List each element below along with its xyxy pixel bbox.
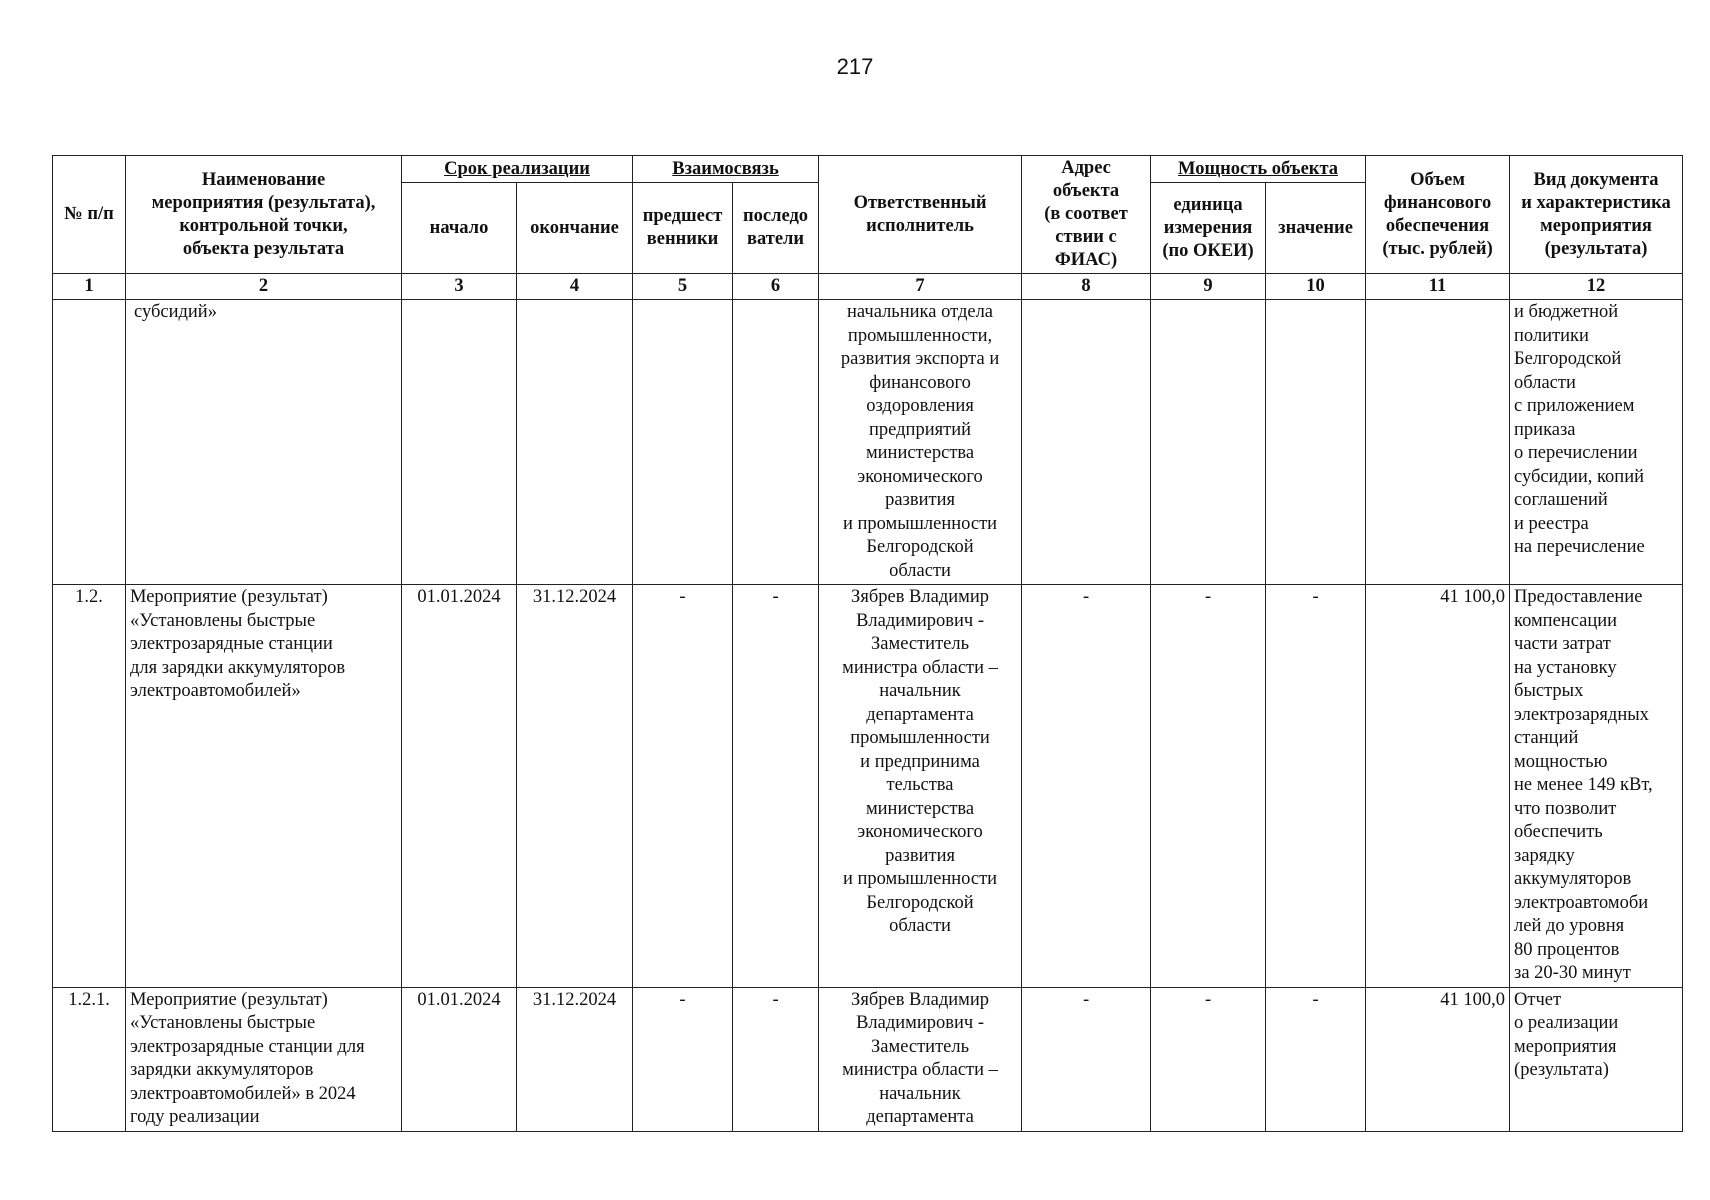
cell-unit: - — [1151, 585, 1266, 988]
column-number: 12 — [1510, 274, 1683, 300]
cell-responsible: Зябрев Владимир Владимирович - Заместитель министра области – начальник департамента — [819, 987, 1022, 1131]
header-period-start: начало — [402, 183, 517, 274]
cell-next: - — [733, 987, 819, 1131]
cell-unit: - — [1151, 987, 1266, 1131]
cell-finance: 41 100,0 — [1366, 585, 1510, 988]
header-name: Наименование мероприятия (результата), контрольной точки, объекта результата — [126, 156, 402, 274]
cell-value — [1266, 300, 1366, 585]
table-row — [53, 987, 1683, 1131]
cell-finance — [1366, 300, 1510, 585]
cell-name: Мероприятие (результат) «Установлены быстрые электрозарядные станции для зарядки аккумуляторов электроавтомобилей» — [126, 585, 402, 988]
header-address: Адрес объекта (в соответ ствии с ФИАС) — [1022, 156, 1151, 274]
cell-doc: и бюджетной политики Белгородской области с приложением приказа о перечислении субсидии, копий соглашений и реестра на перечисление — [1510, 300, 1683, 585]
cell-doc: Отчет о реализации мероприятия (результата) — [1510, 987, 1683, 1131]
cell-start: 01.01.2024 — [402, 585, 517, 988]
header-period: Срок реализации — [402, 156, 633, 183]
cell-responsible: начальника отдела промышленности, развития экспорта и финансового оздоровления предприятий министерства экономического развития и промышленности Белгородской области — [819, 300, 1022, 585]
cell-address: - — [1022, 987, 1151, 1131]
header-capacity-value: значение — [1266, 183, 1366, 274]
header-num: № п/п — [53, 156, 126, 274]
cell-start: 01.01.2024 — [402, 987, 517, 1131]
header-capacity: Мощность объекта — [1151, 156, 1366, 183]
cell-unit — [1151, 300, 1266, 585]
cell-responsible: Зябрев Владимир Владимирович - Заместитель министра области – начальник департамента промышленности и предпринима тельства министерства экономического развития и промышленности Белгородской области — [819, 585, 1022, 988]
column-number: 10 — [1266, 274, 1366, 300]
cell-num: 1.2.1. — [53, 987, 126, 1131]
cell-address: - — [1022, 585, 1151, 988]
header-relation: Взаимосвязь — [633, 156, 819, 183]
cell-value: - — [1266, 987, 1366, 1131]
header-relation-next: последо ватели — [733, 183, 819, 274]
column-number: 5 — [633, 274, 733, 300]
header-finance: Объем финансового обеспечения (тыс. рублей) — [1366, 156, 1510, 274]
column-number: 11 — [1366, 274, 1510, 300]
cell-pred — [633, 300, 733, 585]
table-row — [53, 300, 1683, 585]
cell-value: - — [1266, 585, 1366, 988]
cell-end — [517, 300, 633, 585]
header-period-end: окончание — [517, 183, 633, 274]
cell-name: субсидий» — [126, 300, 402, 585]
cell-doc: Предоставление компенсации части затрат на установку быстрых электрозарядных станций мощностью не менее 149 кВт, что позволит обеспечить зарядку аккумуляторов электроавтомоби лей до уровня 80 процентов за 20-30 минут — [1510, 585, 1683, 988]
header-responsible: Ответственный исполнитель — [819, 156, 1022, 274]
cell-num — [53, 300, 126, 585]
events-plan-table — [52, 155, 1683, 1132]
cell-name: Мероприятие (результат) «Установлены быстрые электрозарядные станции для зарядки аккумуляторов электроавтомобилей» в 2024 году реализации — [126, 987, 402, 1131]
table-row — [53, 585, 1683, 988]
column-number: 2 — [126, 274, 402, 300]
column-number: 7 — [819, 274, 1022, 300]
cell-num: 1.2. — [53, 585, 126, 988]
page-number: 217 — [836, 54, 874, 79]
cell-address — [1022, 300, 1151, 585]
column-number: 8 — [1022, 274, 1151, 300]
cell-pred: - — [633, 585, 733, 988]
column-number: 1 — [53, 274, 126, 300]
column-number: 6 — [733, 274, 819, 300]
cell-end: 31.12.2024 — [517, 987, 633, 1131]
column-number: 3 — [402, 274, 517, 300]
column-number: 4 — [517, 274, 633, 300]
header-doc-type: Вид документа и характеристика мероприятия (результата) — [1510, 156, 1683, 274]
cell-end: 31.12.2024 — [517, 585, 633, 988]
cell-pred: - — [633, 987, 733, 1131]
cell-next — [733, 300, 819, 585]
column-number: 9 — [1151, 274, 1266, 300]
header-capacity-unit: единица измерения (по ОКЕИ) — [1151, 183, 1266, 274]
cell-finance: 41 100,0 — [1366, 987, 1510, 1131]
cell-next: - — [733, 585, 819, 988]
cell-start — [402, 300, 517, 585]
header-relation-pred: предшест венники — [633, 183, 733, 274]
